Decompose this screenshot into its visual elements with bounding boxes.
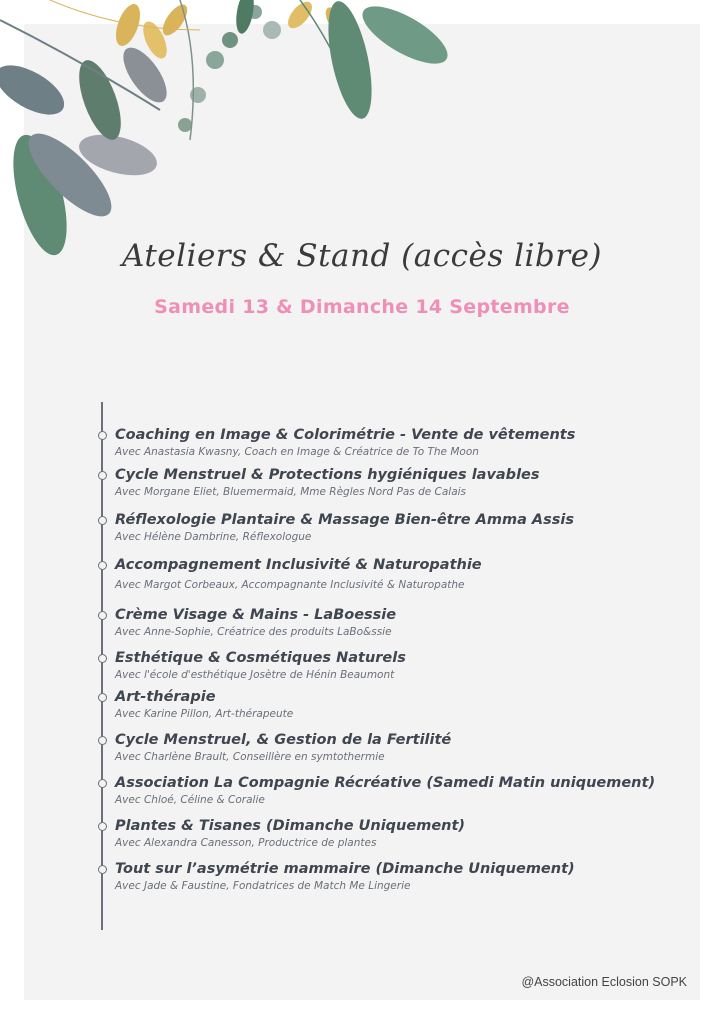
footer-credit: @Association Eclosion SOPK [521,975,687,989]
item-subtitle: Avec Anne-Sophie, Créatrice des produits LaBo&ssie [115,626,392,638]
list-item [115,510,695,545]
item-title: Cycle Menstruel, & Gestion de la Fertilité [115,732,452,748]
timeline-dot-icon [98,693,107,702]
item-title: Accompagnement Inclusivité & Naturopathie [115,557,482,573]
list-item [115,465,695,500]
list-item [115,648,695,683]
item-subtitle: Avec Jade & Faustine, Fondatrices de Match Me Lingerie [115,880,411,892]
item-subtitle: Avec l'école d'esthétique Josètre de Hénin Beaumont [115,669,395,681]
list-item [115,605,695,640]
item-title: Art-thérapie [115,689,216,705]
timeline-dot-icon [98,516,107,525]
timeline-dot-icon [98,431,107,440]
item-subtitle: Avec Charlène Brault, Conseillère en symtothermie [115,751,385,763]
item-subtitle: Avec Alexandra Canesson, Productrice de plantes [115,837,377,849]
list-item [115,730,695,765]
item-title: Cycle Menstruel & Protections hygiéniques lavables [115,467,540,483]
list-item [115,555,695,593]
timeline-dot-icon [98,865,107,874]
item-subtitle: Avec Morgane Eliet, Bluemermaid, Mme Règles Nord Pas de Calais [115,486,467,498]
list-item [115,425,695,460]
item-subtitle: Avec Chloé, Céline & Coralie [115,794,265,806]
page-title: Ateliers & Stand (accès libre) [121,238,603,274]
item-title: Association La Compagnie Récréative (Samedi Matin uniquement) [115,775,656,791]
timeline-dot-icon [98,779,107,788]
item-subtitle: Avec Anastasia Kwasny, Coach en Image & Créatrice de To The Moon [115,446,479,458]
item-title: Tout sur l’asymétrie mammaire (Dimanche Uniquement) [115,861,575,877]
timeline-dot-icon [98,611,107,620]
item-title: Coaching en Image & Colorimétrie - Vente de vêtements [115,427,576,443]
item-title: Réflexologie Plantaire & Massage Bien-être Amma Assis [115,512,574,528]
item-title: Crème Visage & Mains - LaBoessie [115,607,397,623]
item-subtitle: Avec Karine Pillon, Art-thérapeute [115,708,294,720]
list-item [115,773,695,808]
timeline-line [101,402,103,930]
item-subtitle: Avec Hélène Dambrine, Réflexologue [115,531,312,543]
list-item [115,687,695,722]
item-title: Esthétique & Cosmétiques Naturels [115,650,406,666]
item-subtitle: Avec Margot Corbeaux, Accompagnante Inclusivité & Naturopathe [115,579,465,591]
timeline-dot-icon [98,736,107,745]
list-item [115,816,695,851]
event-dates: Samedi 13 & Dimanche 14 Septembre [154,296,570,318]
timeline-dot-icon [98,561,107,570]
timeline-dot-icon [98,822,107,831]
timeline-dot-icon [98,654,107,663]
list-item [115,859,695,894]
timeline-dot-icon [98,471,107,480]
item-title: Plantes & Tisanes (Dimanche Uniquement) [115,818,466,834]
